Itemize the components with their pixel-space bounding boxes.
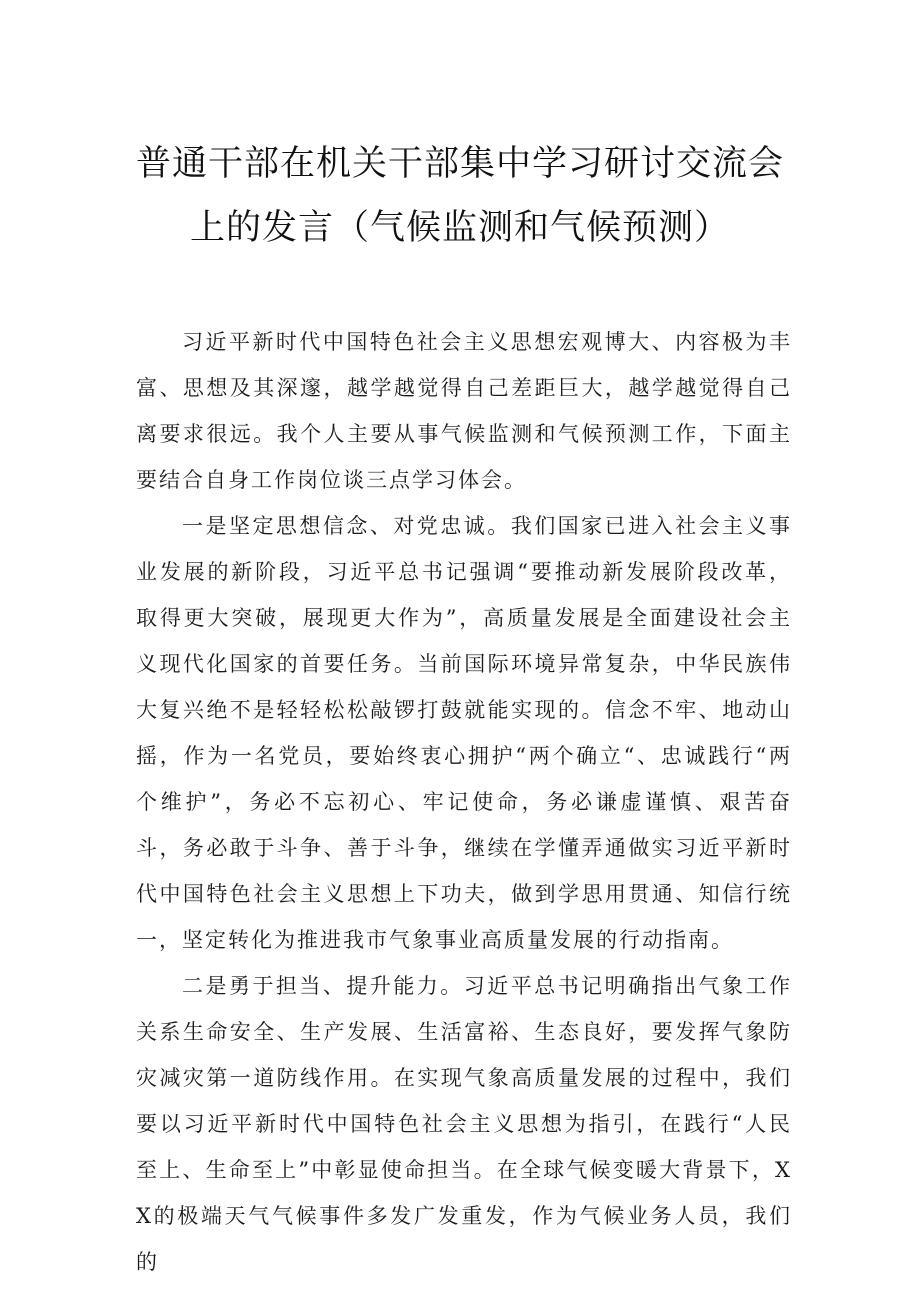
title-line-1: 普通干部在机关干部集中学习研讨交流会 <box>135 144 784 184</box>
document-body <box>136 319 792 1285</box>
paragraph-intro: 习近平新时代中国特色社会主义思想宏观博大、内容极为丰富、思想及其深邃，越学越觉得自己差距巨大，越学越觉得自己离要求很远。我个人主要从事气候监测和气候预测工作，下面主要结合自身工作岗位谈三点学习体会。 <box>136 330 792 492</box>
paragraph-point-two: 二是勇于担当、提升能力。习近平总书记明确指出气象工作关系生命安全、生产发展、生活富裕、生态良好，要发挥气象防灾减灾第一道防线作用。在实现气象高质量发展的过程中，我们要以习近平新时代中国特色社会主义思想为指引，在践行“人民至上、生命至上”中彰显使命担当。在全球气候变暖大背景下，XX的极端天气气候事件多发广发重发，作为气候业务人员，我们的 <box>136 974 792 1274</box>
document-title <box>110 132 810 260</box>
title-line-2: 上的发言（气候监测和气候预测） <box>189 208 730 248</box>
paragraph-point-one: 一是坚定思想信念、对党忠诚。我们国家已进入社会主义事业发展的新阶段，习近平总书记强调“要推动新发展阶段改革，取得更大突破，展现更大作为”，高质量发展是全面建设社会主义现代化国家的首要任务。当前国际环境异常复杂，中华民族伟大复兴绝不是轻轻松松敲锣打鼓就能实现的。信念不牢、地动山摇，作为一名党员，要始终衷心拥护“两个确立“、忠诚践行“两个维护”，务必不忘初心、牢记使命，务必谦虚谨慎、艰苦奋斗，务必敢于斗争、善于斗争，继续在学懂弄通做实习近平新时代中国特色社会主义思想上下功夫，做到学思用贯通、知信行统一，坚定转化为推进我市气象事业高质量发展的行动指南。 <box>136 514 792 952</box>
